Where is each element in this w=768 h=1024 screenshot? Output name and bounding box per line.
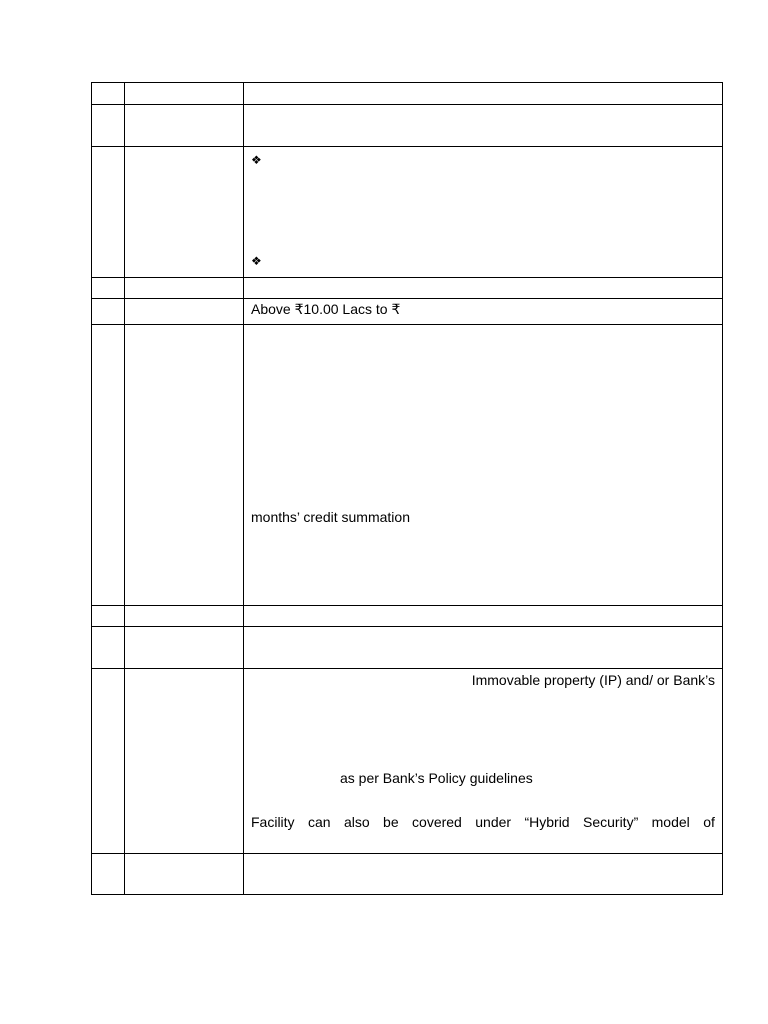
cell-label xyxy=(125,606,244,627)
cell-label xyxy=(125,627,244,669)
cell-sno xyxy=(92,325,125,606)
cell-detail xyxy=(244,854,723,895)
document-table xyxy=(91,82,723,895)
hybrid-word: also xyxy=(343,814,370,830)
cell-detail xyxy=(244,606,723,627)
security-text: Immovable property (IP) and/ or Bank’s xyxy=(471,672,715,688)
hybrid-word: under xyxy=(475,814,512,830)
loan-range-text: Above ₹10.00 Lacs to ₹ xyxy=(251,301,401,317)
cell-detail-bullets xyxy=(244,147,723,278)
cell-detail xyxy=(244,278,723,299)
table-row xyxy=(92,325,723,606)
bullet-diamond-icon: ❖ xyxy=(251,153,262,167)
hybrid-word: Security” xyxy=(583,814,639,830)
cell-label xyxy=(125,278,244,299)
cell-label xyxy=(125,854,244,895)
cell-sno xyxy=(92,105,125,147)
table-row xyxy=(92,627,723,669)
cell-label xyxy=(125,669,244,854)
cell-sno xyxy=(92,627,125,669)
hybrid-word: “Hybrid xyxy=(524,814,570,830)
cell-detail-summation xyxy=(244,325,723,606)
cell-sno-header xyxy=(92,83,125,105)
cell-detail xyxy=(244,627,723,669)
cell-sno xyxy=(92,606,125,627)
hybrid-word: be xyxy=(383,814,399,830)
hybrid-word: Facility xyxy=(251,814,295,830)
table-row xyxy=(92,606,723,627)
cell-sno xyxy=(92,854,125,895)
table-row-header xyxy=(92,83,723,105)
table-row xyxy=(92,105,723,147)
cell-sno xyxy=(92,669,125,854)
table-row xyxy=(92,854,723,895)
hybrid-security-line xyxy=(251,814,715,830)
cell-detail-security xyxy=(244,669,723,854)
cell-label xyxy=(125,147,244,278)
hybrid-word: covered xyxy=(412,814,462,830)
hybrid-word: of xyxy=(703,814,715,830)
cell-detail-loan-range xyxy=(244,299,723,325)
table-row xyxy=(92,278,723,299)
hybrid-word: model xyxy=(651,814,690,830)
cell-detail xyxy=(244,105,723,147)
hybrid-word: can xyxy=(307,814,331,830)
cell-detail-header xyxy=(244,83,723,105)
table-row xyxy=(92,299,723,325)
cell-sno xyxy=(92,299,125,325)
cell-sno xyxy=(92,147,125,278)
policy-guidelines-text: as per Bank’s Policy guidelines xyxy=(340,770,533,786)
cell-label xyxy=(125,105,244,147)
cell-label-header xyxy=(125,83,244,105)
cell-label xyxy=(125,325,244,606)
credit-summation-text: months’ credit summation xyxy=(251,509,410,525)
table-row xyxy=(92,669,723,854)
cell-label xyxy=(125,299,244,325)
cell-sno xyxy=(92,278,125,299)
table-row xyxy=(92,147,723,278)
bullet-diamond-icon: ❖ xyxy=(251,254,262,268)
